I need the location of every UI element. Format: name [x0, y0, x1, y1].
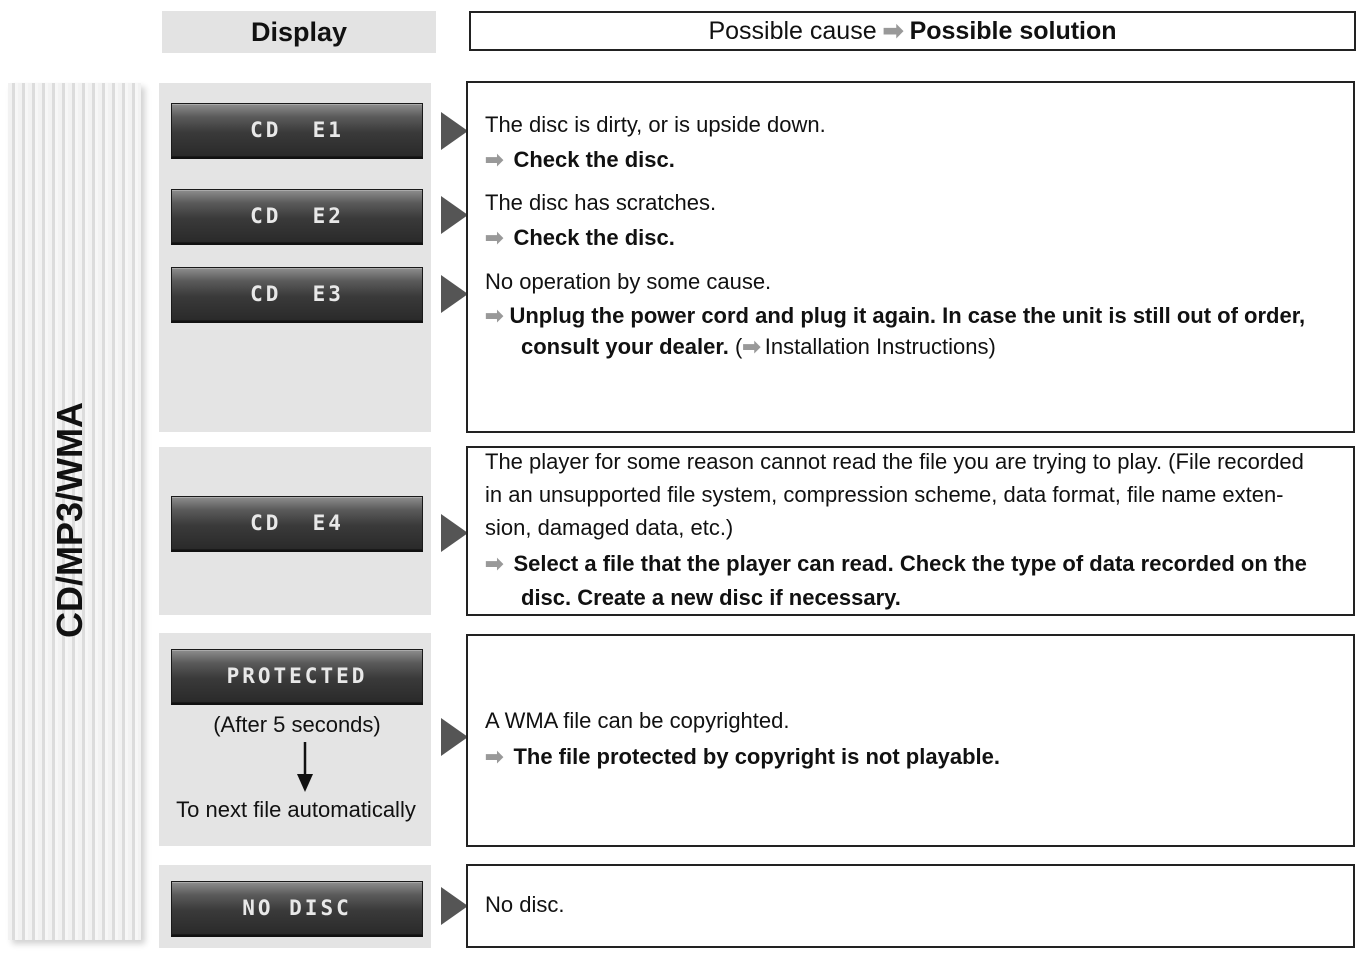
- pointer-triangle-icon: [441, 718, 468, 756]
- solution-label: Check the disc.: [513, 225, 675, 250]
- solution-header-label: Possible solution: [909, 16, 1117, 45]
- installation-reference: Installation Instructions): [764, 334, 996, 359]
- right-arrow-icon: ➡: [485, 147, 504, 172]
- lcd-display-cd-e4: CD E4: [171, 496, 423, 550]
- cause-text: The disc is dirty, or is upside down.: [485, 112, 826, 137]
- solution-label: consult your dealer.: [521, 334, 729, 359]
- solution-text: [485, 740, 1000, 774]
- pointer-triangle-icon: [441, 196, 468, 234]
- lcd-display-protected: PROTECTED: [171, 649, 423, 703]
- solution-text: [485, 221, 675, 255]
- solution-label: The file protected by copyright is not playable.: [513, 744, 1000, 769]
- solution-text-continued: [521, 330, 996, 364]
- solution-text-continued: disc. Create a new disc if necessary.: [521, 585, 901, 610]
- right-arrow-icon: ➡: [882, 17, 904, 45]
- solution-label: Check the disc.: [513, 147, 675, 172]
- after-seconds-note: (After 5 seconds): [213, 712, 381, 737]
- display-column-header: Display: [162, 11, 436, 53]
- lcd-display-cd-e3: CD E3: [171, 267, 423, 321]
- right-arrow-icon: ➡: [485, 303, 504, 328]
- cause-text: No operation by some cause.: [485, 269, 772, 294]
- right-arrow-icon: ➡: [485, 225, 504, 250]
- cause-header-label: Possible cause: [708, 16, 877, 45]
- cause-text: A WMA file can be copyrighted.: [485, 708, 790, 733]
- lcd-display-cd-e2: CD E2: [171, 189, 423, 243]
- pointer-triangle-icon: [441, 275, 468, 313]
- right-arrow-icon: ➡: [485, 744, 504, 769]
- down-arrow-icon: [294, 742, 316, 794]
- solution-label: Select a file that the player can read. Check the type of data recorded on the: [513, 551, 1307, 576]
- solution-text: [485, 299, 1305, 333]
- reference-open: (: [734, 334, 743, 359]
- lcd-display-cd-e1: CD E1: [171, 103, 423, 157]
- pointer-triangle-icon: [441, 887, 468, 925]
- solution-text: [485, 547, 1307, 581]
- pointer-triangle-icon: [441, 514, 468, 552]
- section-label: CD/MP3/WMA: [49, 402, 90, 638]
- right-arrow-icon: ➡: [742, 334, 761, 359]
- cause-text: sion, damaged data, etc.): [485, 515, 734, 540]
- cause-text: No disc.: [485, 892, 565, 917]
- solution-box-nodisc: [466, 864, 1355, 948]
- next-file-note: To next file automatically: [176, 797, 416, 822]
- lcd-display-no-disc: NO DISC: [171, 881, 423, 935]
- cause-solution-header: [469, 11, 1356, 51]
- solution-label: Unplug the power cord and plug it again. In case the unit is still out of order,: [509, 303, 1306, 328]
- cause-text: in an unsupported file system, compression scheme, data format, file name exten-: [485, 482, 1284, 507]
- cause-text: The disc has scratches.: [485, 190, 717, 215]
- solution-text: [485, 143, 675, 177]
- pointer-triangle-icon: [441, 112, 468, 150]
- cause-text: The player for some reason cannot read the file you are trying to play. (File recorded: [485, 449, 1304, 474]
- right-arrow-icon: ➡: [485, 551, 504, 576]
